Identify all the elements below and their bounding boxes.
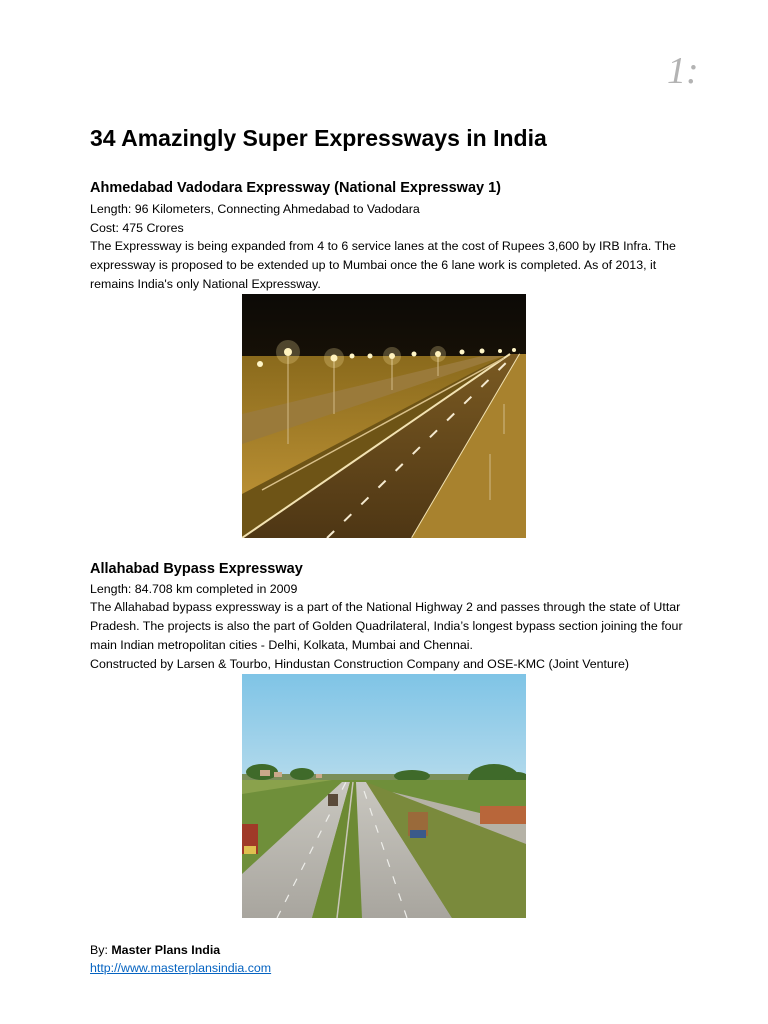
section-cost: Cost: 475 Crores	[90, 221, 184, 235]
expressway-night-photo	[242, 294, 526, 538]
page-number: 1:	[667, 50, 699, 92]
section-length: Length: 84.708 km completed in 2009	[90, 582, 298, 596]
byline	[90, 941, 220, 960]
expressway-day-photo	[242, 674, 526, 918]
byline-prefix: By:	[90, 943, 112, 957]
section-length: Length: 96 Kilometers, Connecting Ahmedabad to Vadodara	[90, 202, 420, 216]
section-heading-allahabad: Allahabad Bypass Expressway	[90, 561, 303, 577]
website-link[interactable]: http://www.masterplansindia.com	[90, 961, 272, 975]
section-description: The Allahabad bypass expressway is a part of the National Highway 2 and passes through the state of Uttar Pradesh. The projects is also the part of Golden Quadrilateral, India’s longest bypass section joining the four main Indian metropolitan cities - Delhi, Kolkata, Mumbai and Chennai.	[90, 600, 683, 652]
section-description: The Expressway is being expanded from 4 to 6 service lanes at the cost of Rupees 3,600 by IRB Infra. The expressway is proposed to be extended up to Mumbai once the 6 lane work is completed. As of 2013, it remains India's only National Expressway.	[90, 239, 676, 291]
page-title: 34 Amazingly Super Expressways in India	[90, 125, 547, 151]
section-constructed: Constructed by Larsen & Tourbo, Hindustan Construction Company and OSE-KMC (Joint Venture)	[90, 657, 630, 671]
section-heading-ahmedabad: Ahmedabad Vadodara Expressway (National Expressway 1)	[90, 180, 501, 196]
byline-author: Master Plans India	[111, 943, 221, 957]
